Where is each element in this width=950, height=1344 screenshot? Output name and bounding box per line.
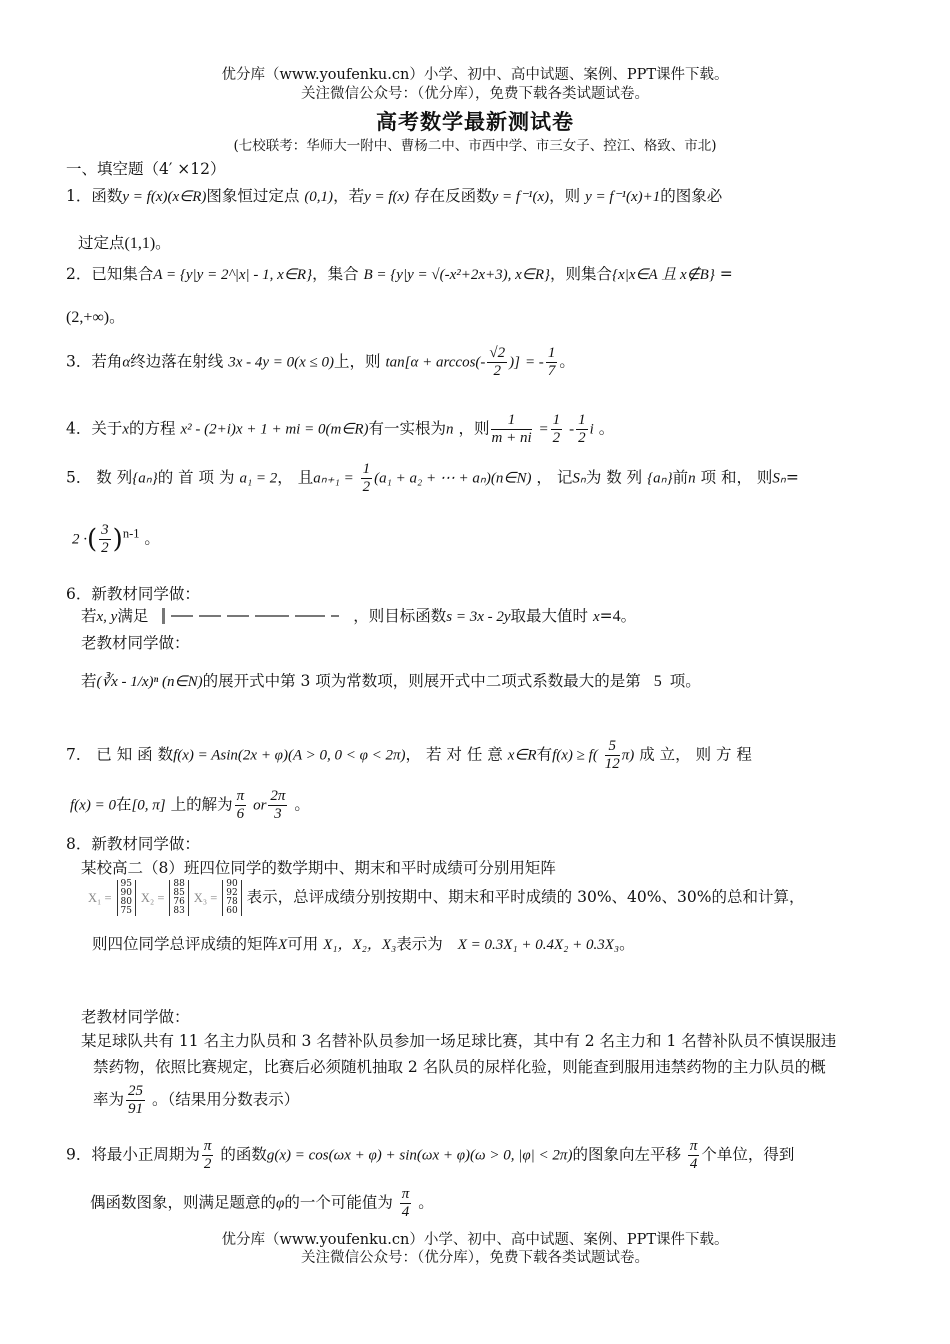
- page-title: 高考数学最新测试卷: [376, 109, 574, 134]
- question-9-answer: $\frac{\pi}{4}$: [401, 1186, 410, 1220]
- question-9-line-1: 9．将最小正周期为 $\frac{\pi}{2}$ 的函数g(x) = cos(ωx + φ) + sin(ωx + φ)(ω > 0, |φ| < 2π)的图象向左平移 $\frac{\pi}{4}$ 个单位，得到: [66, 1138, 795, 1172]
- footer-line-1: 优分库（www.youfenku.cn）小学、初中、高中试题、案例、PPT课件下载。: [221, 1232, 729, 1248]
- question-9-line-2: 偶函数图象，则满足题意的φ的一个可能值为 $\frac{\pi}{4}$ 。: [90, 1186, 434, 1220]
- matrix-x2: 88 85 76 83: [169, 880, 188, 916]
- question-6-new-heading: 6．新教材同学做：: [66, 585, 200, 603]
- question-6-answer: 4: [612, 608, 621, 625]
- header-line-2: 关注微信公众号：（优分库），免费下载各类试题试卷。: [301, 86, 649, 102]
- question-2-line-2: (2,+∞)。: [66, 308, 125, 326]
- question-6-old-heading: 老教材同学做：: [81, 634, 190, 652]
- question-7-line-1: 7． 已 知 函 数f(x) = Asin(2x + φ)(A > 0, 0 < φ < 2π)， 若 对 任 意 x∈R有f(x) ≥ f( $\frac{5}{12}$ π) 成 立， 则 方 程: [66, 738, 752, 772]
- question-8-answer: X = 0.3X₁ + 0.4X₂ + 0.3X₃: [457, 937, 620, 953]
- page-subtitle: (七校联考：华师大一附中、曹杨二中、市西中学、市三女子、控江、格致、市北): [233, 138, 717, 154]
- question-8-new-heading: 8．新教材同学做：: [66, 835, 200, 853]
- matrix-x1: 95 90 80 75: [117, 880, 136, 916]
- section-heading: 一、填空题（4′ ×12）: [66, 160, 226, 178]
- question-8-old-answer: $\frac{25}{91}$: [128, 1083, 144, 1117]
- question-8-old-line-3: 率为 $\frac{25}{91}$ 。（结果用分数表示）: [93, 1083, 300, 1117]
- question-8-old-line-2: 禁药物，依照比赛规定，比赛后必须随机抽取 2 名队员的尿样化验，则能查到服用违禁药物的主力队员的概: [93, 1058, 826, 1076]
- question-1-line-2: 过定点(1,1)。: [78, 234, 171, 252]
- question-7-line-2: f(x) = 0在[0, π] 上的解为 $\frac{\pi}{6}$ or $\frac{2\pi}{3}$ 。: [70, 788, 310, 822]
- blurred-constraint-system: [159, 606, 342, 628]
- question-3: 3．若角α终边落在射线 3x - 4y = 0(x ≤ 0)上，则 tan[α + arccos(- $\frac{√2}{2}$ )] = - $\frac{1}{7}$ 。: [66, 345, 575, 379]
- question-8-old-line-1: 某足球队共有 11 名主力队员和 3 名替补队员参加一场足球比赛，其中有 2 名主力和 1 名替补队员不慎误服违: [81, 1032, 837, 1050]
- question-3-answer: $\frac{1}{7}$: [547, 345, 556, 379]
- header-line-1: 优分库（www.youfenku.cn）小学、初中、高中试题、案例、PPT课件下载。: [221, 67, 729, 83]
- question-6-new: 若x, y满足 ，则目标函数s = 3x - 2y取最大值时 x=4。: [81, 604, 636, 628]
- question-8-old-heading: 老教材同学做：: [81, 1008, 190, 1026]
- question-2-answer: (2,+∞): [66, 309, 110, 326]
- question-8-matrices: X₁ = 95 90 80 75 X₂ = 88 85 76 83 X₃ = 90 92 78 60 表示，总评成绩分别按期中、期末和平时成绩的 30%、40%、30%的总和计算，: [88, 879, 805, 916]
- question-5-line-1: 5． 数 列{aₙ}的 首 项 为 a₁ = 2， 且aₙ₊₁ = $\frac{1}{2}$ (a₁ + a₂ + ⋯ + aₙ)(n∈N) ， 记Sₙ为 数 列 {aₙ}前n 项 和， 则Sₙ=: [66, 461, 799, 495]
- question-6-old: 若(∛x - 1/x)ⁿ (n∈N)的展开式中第 3 项为常数项，则展开式中二项式系数最大的是第 5 项。: [81, 672, 701, 690]
- matrix-x3: 90 92 78 60: [222, 880, 241, 916]
- question-1-answer: (1,1): [124, 235, 156, 252]
- footer-line-2: 关注微信公众号：（优分库），免费下载各类试题试卷。: [301, 1250, 649, 1266]
- question-5-answer: 2 ·( $\frac{3}{2}$ )$^{n-1}$ 。: [72, 522, 160, 556]
- question-8-question: 则四位同学总评成绩的矩阵X可用 X₁，X₂，X₃表示为 X = 0.3X₁ + 0.4X₂ + 0.3X₃。: [92, 935, 635, 953]
- question-1-line-1: 1．函数y = f(x)(x∈R)图象恒过定点 (0,1)，若y = f(x) 存在反函数y = f⁻¹(x)，则 y = f⁻¹(x)+1的图象必: [66, 187, 723, 205]
- question-8-intro: 某校高二（8）班四位同学的数学期中、期末和平时成绩可分别用矩阵: [81, 859, 556, 877]
- question-4: 4．关于x的方程 x² - (2+i)x + 1 + mi = 0(m∈R)有一实根为n ，则 $\frac{1}{m + ni}$ = $\frac{1}{2}$ - $\frac{1}{2}$ i 。: [66, 412, 615, 446]
- question-6-old-answer: 5: [653, 673, 662, 690]
- question-2-line-1: 2．已知集合A = {y|y = 2^|x| - 1, x∈R}，集合 B = {y|y = √(-x²+2x+3), x∈R}，则集合{x|x∈A 且 x∉B} =: [66, 265, 733, 283]
